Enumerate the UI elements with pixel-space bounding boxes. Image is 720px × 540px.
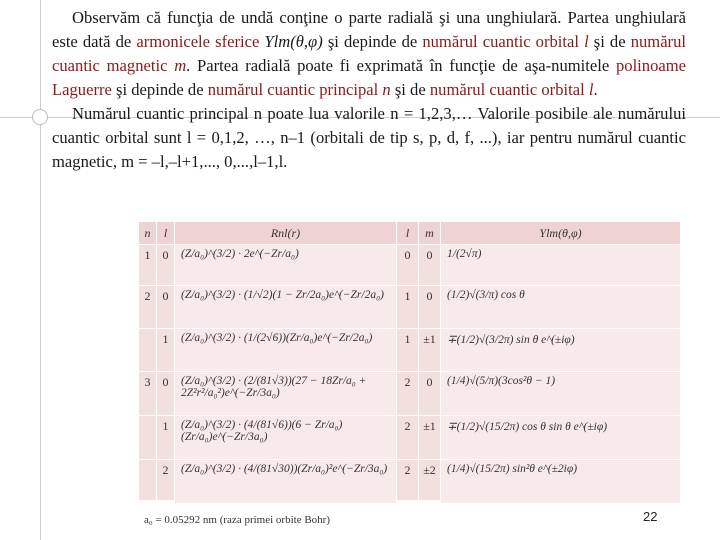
cell-n: 2 — [139, 286, 157, 329]
cell-radial: (Z/a₀)^(3/2) · (2/(81√3))(27 − 18Zr/a₀ + 2Z²r²/a₀²)e^(−Zr/3a₀) — [175, 372, 397, 416]
cell-n: 1 — [139, 245, 157, 286]
orbital-table — [138, 221, 681, 504]
cell-angular: ∓(1/2)√(3/2π) sin θ e^(±iφ) — [441, 329, 681, 372]
cell-n — [139, 329, 157, 372]
table-row — [139, 286, 681, 329]
hydrogen-wavefunctions-table — [138, 221, 680, 500]
symbol-ylm: Ylm(θ,φ) — [264, 32, 323, 51]
cell-l: 0 — [157, 372, 175, 416]
cell-m: 0 — [419, 286, 441, 329]
table-row — [139, 460, 681, 504]
text-run: şi depinde de — [111, 80, 208, 99]
text-run: . Partea radială poate fi exprimată în funcţie de aşa-numitele — [186, 56, 616, 75]
cell-m: ±1 — [419, 416, 441, 460]
cell-m: ±1 — [419, 329, 441, 372]
cell-angular: (1/2)√(3/π) cos θ — [441, 286, 681, 329]
term-magnetic-quantum-number: numărul cuantic magnetic — [52, 32, 686, 75]
cell-l2: 2 — [397, 372, 419, 416]
term-principal-quantum-number: numărul cuantic principal — [207, 80, 379, 99]
cell-l: 1 — [157, 416, 175, 460]
cell-n — [139, 416, 157, 460]
paragraph-2: Numărul cuantic principal n poate lua valorile n = 1,2,3,… Valorile posibile ale numărului cuantic orbital sunt l = 0,1,2, …, n–1 (orbitali de tip s, p, d, f, ...), iar pentru numărul cuantic magnetic, m = –l,–l+1,..., 0,...,l–1,l. — [52, 104, 686, 171]
paragraph-1 — [52, 6, 686, 102]
term-orbital-quantum-number: numărul cuantic orbital — [422, 32, 580, 51]
cell-l2: 2 — [397, 416, 419, 460]
cell-l2: 1 — [397, 286, 419, 329]
cell-radial: (Z/a₀)^(3/2) · 2e^(−Zr/a₀) — [175, 245, 397, 286]
table-row — [139, 245, 681, 286]
cell-n — [139, 460, 157, 504]
header-radial: Rnl(r) — [175, 222, 397, 245]
header-m: m — [419, 222, 441, 245]
table-row — [139, 329, 681, 372]
cell-l: 2 — [157, 460, 175, 504]
cell-m: 0 — [419, 245, 441, 286]
bohr-radius-footnote: a₀ = 0.05292 nm (raza primei orbite Bohr) — [144, 514, 330, 526]
cell-m: ±2 — [419, 460, 441, 504]
text-run: şi de — [588, 32, 631, 51]
var-n: n — [382, 80, 391, 99]
header-angular: Ylm(θ,φ) — [441, 222, 681, 245]
text-run: şi depinde de — [322, 32, 423, 51]
cell-radial: (Z/a₀)^(3/2) · (4/(81√6))(6 − Zr/a₀)(Zr/a₀)e^(−Zr/3a₀) — [175, 416, 397, 460]
cell-m: 0 — [419, 372, 441, 416]
term-orbital-quantum-number: numărul cuantic orbital — [429, 80, 585, 99]
table-row — [139, 416, 681, 460]
table-header-row — [139, 222, 681, 245]
cell-l: 0 — [157, 245, 175, 286]
term-spherical-harmonics: armonicele sferice — [136, 32, 260, 51]
decorative-circle-icon — [32, 109, 48, 125]
table-row — [139, 372, 681, 416]
body-text — [52, 6, 686, 174]
cell-n: 3 — [139, 372, 157, 416]
page-number: 22 — [643, 509, 658, 524]
header-n: n — [139, 222, 157, 245]
var-m: m — [174, 56, 187, 75]
cell-l2: 2 — [397, 460, 419, 504]
cell-angular: ∓(1/2)√(15/2π) cos θ sin θ e^(±iφ) — [441, 416, 681, 460]
cell-radial: (Z/a₀)^(3/2) · (1/(2√6))(Zr/a₀)e^(−Zr/2a₀) — [175, 329, 397, 372]
var-l: l — [584, 32, 589, 51]
cell-l2: 0 — [397, 245, 419, 286]
cell-radial: (Z/a₀)^(3/2) · (1/√2)(1 − Zr/2a₀)e^(−Zr/2a₀) — [175, 286, 397, 329]
text-run: . — [593, 80, 598, 99]
cell-l2: 1 — [397, 329, 419, 372]
decorative-vertical-rule — [40, 0, 41, 540]
text-run: şi de — [390, 80, 430, 99]
cell-radial: (Z/a₀)^(3/2) · (4/(81√30))(Zr/a₀)²e^(−Zr/3a₀) — [175, 460, 397, 504]
cell-l: 1 — [157, 329, 175, 372]
cell-angular: 1/(2√π) — [441, 245, 681, 286]
cell-angular: (1/4)√(15/2π) sin²θ e^(±2iφ) — [441, 460, 681, 504]
cell-angular: (1/4)√(5/π)(3cos²θ − 1) — [441, 372, 681, 416]
var-l: l — [588, 80, 594, 99]
header-l2: l — [397, 222, 419, 245]
header-l: l — [157, 222, 175, 245]
term-laguerre-polynomials: polinoame Laguerre — [52, 56, 687, 99]
cell-l: 0 — [157, 286, 175, 329]
text-run: Observăm că funcţia de undă conţine o parte radială şi una unghiulară. Partea unghiulară este dată de — [52, 8, 686, 51]
